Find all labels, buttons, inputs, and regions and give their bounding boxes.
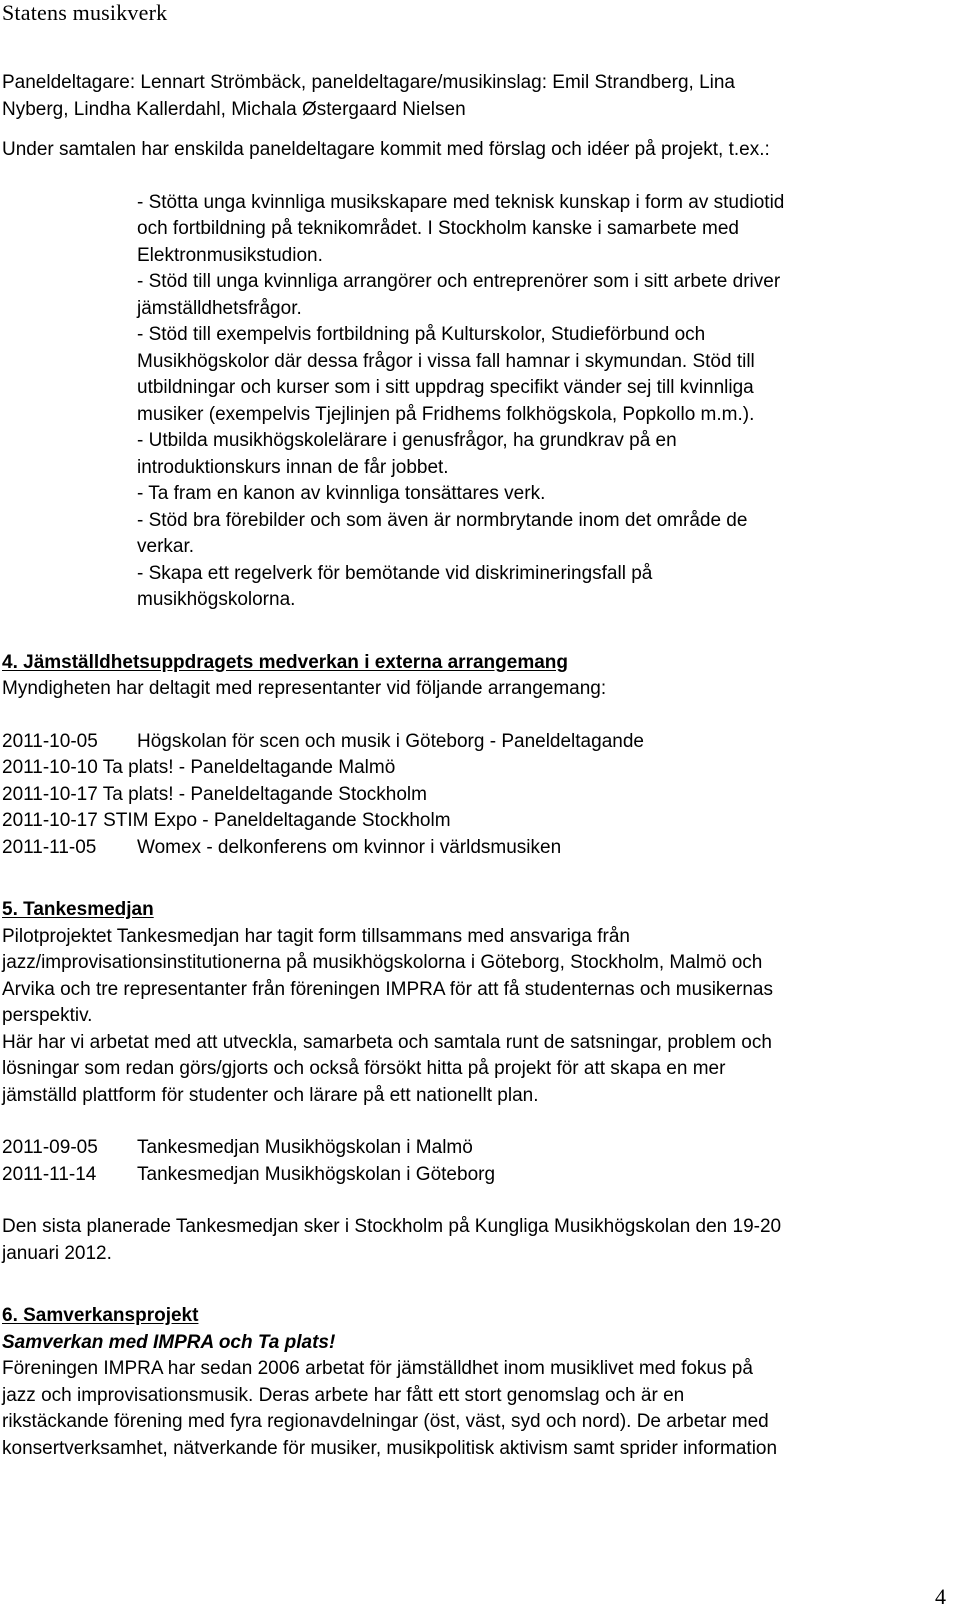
proposal-line: verkar. (137, 536, 195, 557)
event-text: Högskolan för scen och musik i Göteborg - Paneldeltagande (137, 730, 644, 752)
event-row (2, 1135, 950, 1162)
event-row (2, 755, 950, 782)
paragraph-line: jazz och improvisationsmusik. Deras arbete har fått ett stort genomslag och är en (2, 1384, 685, 1406)
section-heading-5 (2, 897, 950, 924)
section-6-subheading: Samverkan med IMPRA och Ta plats! (2, 1331, 336, 1353)
paragraph-line: Pilotprojektet Tankesmedjan har tagit form tillsammans med ansvariga från (2, 925, 630, 947)
event-date: 2011-09-05 (2, 1137, 98, 1158)
paragraph-line: lösningar som redan görs/gjorts och också försökt hitta på projekt för att skapa en mer (2, 1058, 726, 1079)
section-5-paragraph (2, 924, 950, 1110)
proposal-line: - Skapa ett regelverk för bemötande vid diskrimineringsfall på (137, 562, 653, 584)
event-row (2, 835, 950, 862)
proposal-line: jämställdhetsfrågor. (137, 297, 302, 319)
event-list-4 (2, 729, 950, 862)
event-text: STIM Expo - Paneldeltagande Stockholm (103, 810, 451, 831)
page-number: 4 (935, 1584, 946, 1609)
document-header: Statens musikverk (2, 0, 168, 25)
event-text: Ta plats! - Paneldeltagande Malmö (102, 757, 396, 778)
section-heading-4 (2, 650, 950, 677)
panel-line: Nyberg, Lindha Kallerdahl, Michala Østergaard Nielsen (2, 98, 466, 120)
paragraph-line: Här har vi arbetat med att utveckla, samarbeta och samtala runt de satsningar, problem och (2, 1031, 772, 1053)
event-text: Womex - delkonferens om kvinnor i världsmusiken (137, 836, 562, 858)
paragraph-line: konsertverksamhet, nätverkande för musiker, musikpolitisk aktivism samt sprider information (2, 1437, 778, 1459)
paragraph-line: rikstäckande förening med fyra regionavdelningar (öst, väst, syd och nord). De arbetar med (2, 1411, 769, 1432)
proposal-line: introduktionskurs innan de får jobbet. (137, 456, 449, 478)
proposal-line: och fortbildning på teknikområdet. I Stockholm kanske i samarbete med (137, 218, 739, 239)
event-date: 2011-10-05 (2, 730, 98, 752)
proposal-line: musiker (exempelvis Tjejlinjen på Fridhems folkhögskola, Popkollo m.m.). (137, 403, 755, 425)
panel-line: Paneldeltagare: Lennart Strömbäck, paneldeltagare/musikinslag: Emil Strandberg, Lina (2, 72, 735, 93)
event-text: Tankesmedjan Musikhögskolan i Göteborg (137, 1163, 496, 1185)
paragraph-line: januari 2012. (2, 1242, 112, 1264)
proposal-line: - Utbilda musikhögskolelärare i genusfrågor, ha grundkrav på en (137, 430, 677, 451)
event-row (2, 729, 950, 756)
event-row (2, 782, 950, 809)
event-row (2, 808, 950, 835)
section-4-intro: Myndigheten har deltagit med representanter vid följande arrangemang: (2, 678, 607, 699)
paragraph-line: Den sista planerade Tankesmedjan sker i Stockholm på Kungliga Musikhögskolan den 19-20 (2, 1216, 782, 1237)
paragraph-line: jazz/improvisationsinstitutionerna på musikhögskolorna i Göteborg, Stockholm, Malmö och (2, 952, 763, 973)
proposal-line: utbildningar och kurser som i sitt uppdrag specifikt vänder sej till kvinnliga (137, 377, 754, 398)
proposal-line: - Stöd till unga kvinnliga arrangörer och entreprenörer som i sitt arbete driver (137, 271, 781, 292)
proposal-line: - Stötta unga kvinnliga musikskapare med teknisk kunskap i form av studiotid (137, 191, 785, 213)
proposal-line: Elektronmusikstudion. (137, 244, 323, 266)
proposal-line: - Ta fram en kanon av kvinnliga tonsättares verk. (137, 483, 546, 504)
proposal-line: musikhögskolorna. (137, 589, 296, 610)
event-date: 2011-11-14 (2, 1163, 97, 1185)
section-heading-5-text: 5. Tankesmedjan (2, 899, 154, 920)
section-6-paragraph (2, 1356, 950, 1462)
paragraph-line: Arvika och tre representanter från föreningen IMPRA för att få studenternas och musikernas (2, 978, 773, 1000)
section-heading-4-text: 4. Jämställdhetsuppdragets medverkan i externa arrangemang (2, 651, 568, 673)
proposal-line: - Stöd till exempelvis fortbildning på Kulturskolor, Studieförbund och (137, 324, 706, 345)
proposal-lead: Under samtalen har enskilda paneldeltagare kommit med förslag och idéer på projekt, t.ex.: (2, 139, 770, 160)
paragraph-line: perspektiv. (2, 1005, 93, 1026)
paragraph-line: Föreningen IMPRA har sedan 2006 arbetat för jämställdhet inom musiklivet med fokus på (2, 1358, 753, 1379)
page-body (2, 70, 950, 1462)
event-text: Tankesmedjan Musikhögskolan i Malmö (137, 1137, 473, 1158)
event-date: 2011-10-17 (2, 783, 98, 805)
proposal-list (2, 190, 950, 614)
event-row (2, 1162, 950, 1189)
proposal-line: - Stöd bra förebilder och som även är normbrytande inom det område de (137, 509, 748, 531)
event-date: 2011-10-17 (2, 810, 98, 831)
event-list-5 (2, 1135, 950, 1188)
section-heading-6 (2, 1303, 950, 1330)
event-date: 2011-11-05 (2, 836, 97, 858)
event-text: Ta plats! - Paneldeltagande Stockholm (102, 783, 427, 805)
event-date: 2011-10-10 (2, 757, 98, 778)
proposal-line: Musikhögskolor där dessa frågor i vissa fall hamnar i skymundan. Stöd till (137, 350, 755, 372)
paragraph-line: jämställd plattform för studenter och lärare på ett nationellt plan. (2, 1084, 539, 1106)
section-heading-6-text: 6. Samverkansprojekt (2, 1305, 199, 1326)
